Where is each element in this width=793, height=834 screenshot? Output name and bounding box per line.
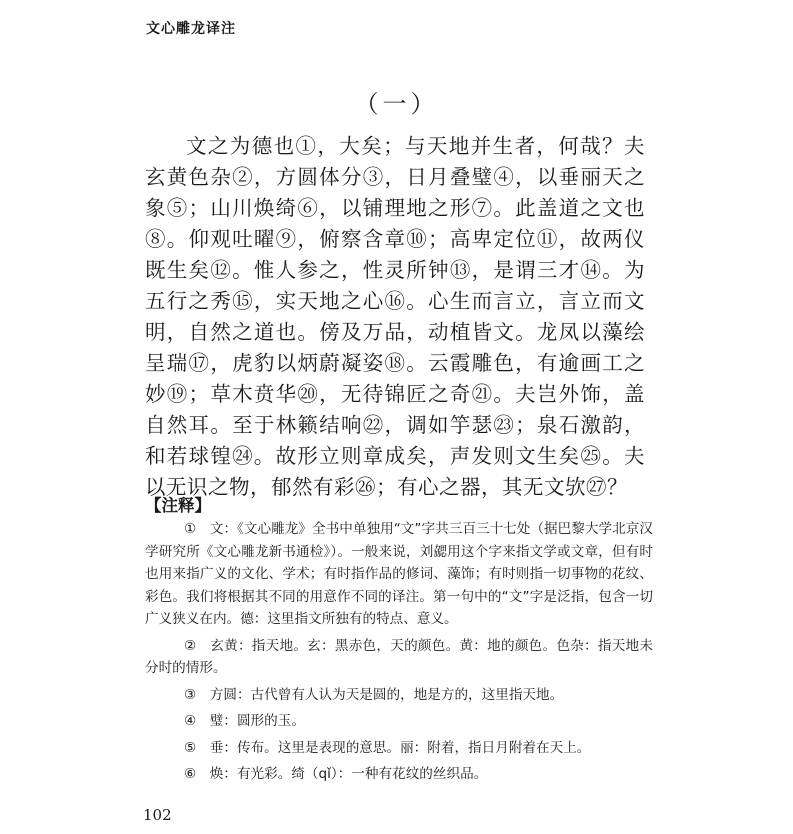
note-item-3: ③ 方圆：古代曾有人认为天是圆的，地是方的，这里指天地。 bbox=[184, 686, 564, 703]
notes-list bbox=[145, 518, 653, 790]
note-item-2: ② 玄黄：指天地。玄：黑赤色，天的颜色。黄：地的颜色。色杂：指天地未分时的情形。 bbox=[145, 637, 653, 676]
running-title: 文心雕龙译注 bbox=[146, 21, 236, 37]
main-text-paragraph: 文之为德也①，大矣；与天地并生者，何哉？夫玄黄色杂②，方圆体分③，日月叠璧④，以垂丽天之象⑤；山川焕绮⑥，以铺理地之形⑦。此盖道之文也⑧。仰观吐曜⑨，俯察含章⑩；高卑定位⑪，故两仪既生矣⑫。惟人参之，性灵所钟⑬，是谓三才⑭。为五行之秀⑮，实天地之心⑯。心生而言立，言立而文明，自然之道也。傍及万品，动植皆文。龙凤以藻绘呈瑞⑰，虎豹以炳蔚凝姿⑱。云霞雕色，有逾画工之妙⑲；草木贲华⑳，无待锦匠之奇㉑。夫岂外饰，盖自然耳。至于林籁结响㉒，调如竽瑟㉓；泉石激韵，和若球锽㉔。故形立则章成矣，声发则文生矣㉕。夫以无识之物，郁然有彩㉖；有心之器，其无文欤㉗？ bbox=[145, 134, 645, 499]
page-number: 102 bbox=[143, 806, 172, 824]
note-item-4: ④ 璧：圆形的玉。 bbox=[184, 713, 305, 729]
note-item-6: ⑥ 焕：有光彩。绮（qǐ）：一种有花纹的丝织品。 bbox=[184, 766, 488, 782]
note-item-5: ⑤ 垂：传布。这里是表现的意思。丽：附着，指日月附着在天上。 bbox=[184, 739, 591, 756]
note-item-1: ① 文：《文心雕龙》全书中单独用“文”字共三百三十七处（据巴黎大学北京汉学研究所《文心雕龙新书通检》）。一般来说，刘勰用这个字来指文学或文章，但有时也用来指广义的文化、学术；有时指作品的修词、藻饰；有时则指一切事物的花纹、彩色。我们将根据其不同的用意作不同的译注。第一句中的“文”字是泛指，包含一切广义狭义在内。德：这里指文所独有的特点、意义。 bbox=[145, 521, 653, 627]
notes-heading: 【注释】 bbox=[145, 496, 211, 515]
section-title: （一） bbox=[354, 90, 439, 118]
